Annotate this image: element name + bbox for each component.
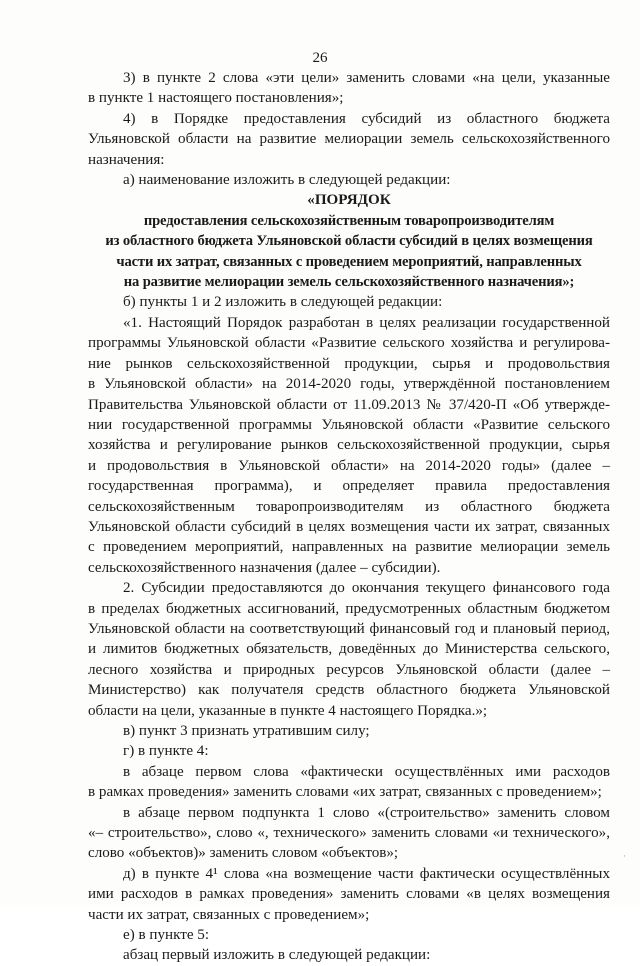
text-line: в рамках проведения» заменить словами «их затрат, связанных с проведением»; bbox=[88, 784, 602, 801]
heading-line: из областного бюджета Ульяновской области субсидий в целях возмещения bbox=[105, 233, 593, 250]
text-line: сельскохозяйственным товаропроизводителям из областного бюджета bbox=[88, 498, 610, 515]
text-line: д) в пункте 4¹ слова «на возмещение части фактически осуществлённых bbox=[123, 865, 610, 882]
paragraph-p8 bbox=[88, 741, 610, 761]
text-line: а) наименование изложить в следующей редакции: bbox=[123, 172, 451, 189]
text-line: и продовольствия в Ульяновской области» на 2014-2020 годы» (далее – bbox=[88, 457, 610, 474]
paragraph-p11 bbox=[88, 864, 610, 925]
text-line: в абзаце первом подпункта 1 слово «(строительство» заменить словом bbox=[123, 804, 610, 821]
text-line: ими расходов в рамках проведения» заменить словами «в целях возмещения bbox=[88, 886, 610, 903]
text-line: назначения: bbox=[88, 151, 165, 168]
text-line: Ульяновской области на соответствующий финансовый год и плановый период, bbox=[88, 620, 610, 637]
document-body bbox=[88, 68, 610, 966]
page-number: 26 bbox=[312, 50, 328, 66]
text-line: Ульяновской области на развитие мелиорации земель сельскохозяйственного bbox=[88, 131, 610, 148]
text-line: в) пункт 3 признать утратившим силу; bbox=[123, 723, 370, 739]
text-line: Ульяновской области субсидий в целях возмещения части их затрат, связанных bbox=[88, 518, 610, 535]
text-line: Министерство) как получателя средств областного бюджета Ульяновской bbox=[88, 682, 610, 699]
text-line: в пределах бюджетных ассигнований, предусмотренных областным бюджетом bbox=[88, 600, 610, 617]
text-line: части их затрат, связанных с проведением»; bbox=[88, 906, 370, 923]
text-line: е) в пункте 5: bbox=[123, 927, 210, 944]
paragraph-p9 bbox=[88, 762, 610, 803]
paragraph-p3 bbox=[88, 170, 610, 190]
text-line: в абзаце первом слова «фактически осуществлённых ими расходов bbox=[123, 763, 610, 780]
heading-title: «ПОРЯДОК bbox=[307, 192, 391, 209]
paragraph-p7 bbox=[88, 721, 610, 741]
text-line: слово «объектов)» заменить словом «объектов»; bbox=[88, 845, 399, 862]
text-line: 4) в Порядке предоставления субсидий из областного бюджета bbox=[123, 110, 610, 127]
text-line: «1. Настоящий Порядок разработан в целях реализации государственной bbox=[123, 314, 610, 331]
text-line: и лимитов бюджетных обязательств, доведённых до Министерства сельского, bbox=[88, 641, 610, 658]
paragraph-p2 bbox=[88, 109, 610, 170]
paragraph-p12 bbox=[88, 925, 610, 945]
text-line: ние рынков сельскохозяйственной продукции, сырья и продовольствия bbox=[88, 355, 610, 372]
paragraph-p13 bbox=[88, 945, 610, 965]
paragraph-p1 bbox=[88, 68, 610, 109]
text-line: 3) в пункте 2 слова «эти цели» заменить словами «на цели, указанные bbox=[123, 70, 610, 86]
text-line: «– строительство», слово «, технического» заменить словами «и технического», bbox=[88, 825, 610, 842]
text-line: в Ульяновской области» на 2014-2020 годы, утверждённой постановлением bbox=[88, 376, 610, 393]
text-line: сельскохозяйственного назначения (далее – субсидии). bbox=[88, 559, 441, 576]
paragraph-p4 bbox=[88, 292, 610, 312]
text-line: 2. Субсидии предоставляются до окончания текущего финансового года bbox=[123, 580, 610, 597]
paragraph-p10 bbox=[88, 803, 610, 864]
text-line: в пункте 1 настоящего постановления»; bbox=[88, 90, 344, 107]
text-line: Правительства Ульяновской области от 11.09.2013 № 37/420-П «Об утвержде- bbox=[88, 396, 610, 413]
text-line: лесного хозяйства и природных ресурсов Ульяновской области (далее – bbox=[88, 661, 610, 678]
section-heading bbox=[88, 190, 610, 292]
text-line: б) пункты 1 и 2 изложить в следующей редакции: bbox=[123, 294, 443, 311]
heading-line: на развитие мелиорации земель сельскохозяйственного назначения»; bbox=[123, 274, 575, 291]
heading-line: предоставления сельскохозяйственным товаропроизводителям bbox=[143, 212, 555, 229]
text-line: абзац первый изложить в следующей редакции: bbox=[123, 947, 431, 964]
text-line: с проведением мероприятий, направленных на развитие мелиорации земель bbox=[88, 539, 610, 556]
text-line: программы Ульяновской области «Развитие сельского хозяйства и регулирова- bbox=[88, 335, 610, 352]
paragraph-p6 bbox=[88, 578, 610, 721]
heading-line: части их затрат, связанных с проведением мероприятий, направленных bbox=[116, 253, 582, 270]
text-line: государственная программа), и определяет правила предоставления bbox=[88, 478, 610, 495]
text-line: г) в пункте 4: bbox=[123, 743, 209, 760]
text-line: нии государственной программы Ульяновской области «Развитие сельского bbox=[88, 416, 610, 433]
text-line: хозяйства и регулирование рынков сельскохозяйственной продукции, сырья bbox=[88, 437, 610, 454]
scan-mark: · bbox=[623, 851, 626, 861]
paragraph-p5 bbox=[88, 313, 610, 578]
text-line: области на цели, указанные в пункте 4 настоящего Порядка.»; bbox=[88, 702, 488, 719]
